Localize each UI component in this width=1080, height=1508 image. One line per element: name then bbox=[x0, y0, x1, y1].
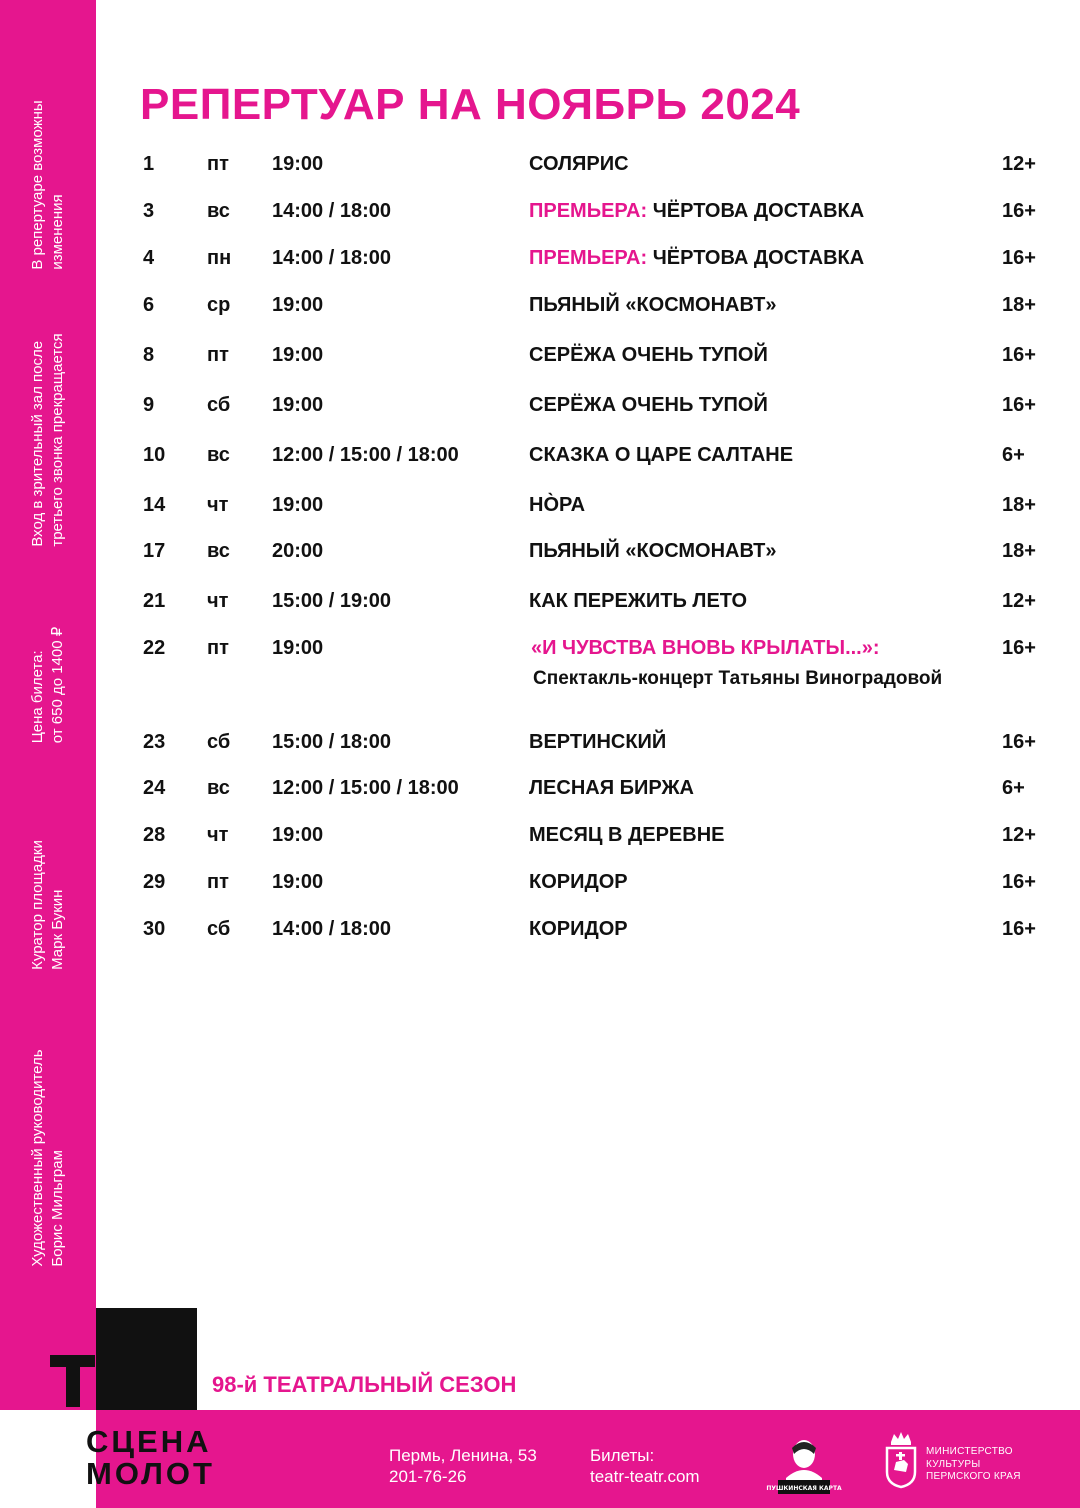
row-title: КОРИДОР bbox=[529, 871, 628, 893]
row-weekday: ср bbox=[207, 294, 231, 316]
premiere-label: ПРЕМЬЕРА: bbox=[529, 200, 648, 222]
row-time: 19:00 bbox=[272, 153, 324, 175]
row-weekday: чт bbox=[207, 590, 229, 612]
sidebar-note-curator: Куратор площадки Марк Букин bbox=[29, 840, 66, 970]
schedule-row bbox=[0, 731, 1080, 761]
row-age-rating: 18+ bbox=[1002, 294, 1036, 316]
brand-name-line1: СЦЕНА bbox=[86, 1424, 212, 1459]
schedule-row bbox=[0, 824, 1080, 854]
tickets-info: Билеты: teatr-teatr.com bbox=[590, 1446, 700, 1486]
page-title: РЕПЕРТУАР НА НОЯБРЬ 2024 bbox=[140, 80, 801, 129]
row-day: 9 bbox=[143, 394, 155, 416]
row-time: 14:00 / 18:00 bbox=[272, 200, 391, 222]
row-weekday: сб bbox=[207, 918, 231, 940]
row-day: 30 bbox=[143, 918, 166, 940]
row-title: НО̀РА bbox=[529, 494, 586, 516]
row-age-rating: 16+ bbox=[1002, 871, 1036, 893]
pushkin-card-text: ПУШКИНСКАЯ КАРТА bbox=[766, 1485, 842, 1492]
row-age-rating: 12+ bbox=[1002, 590, 1036, 612]
row-title: ПЬЯНЫЙ «КОСМОНАВТ» bbox=[529, 294, 777, 316]
row-day: 22 bbox=[143, 637, 166, 659]
schedule-row bbox=[0, 200, 1080, 230]
row-weekday: чт bbox=[207, 494, 229, 516]
row-title: СЕРЁЖА ОЧЕНЬ ТУПОЙ bbox=[529, 344, 768, 366]
schedule-row bbox=[0, 247, 1080, 277]
perm-coat-of-arms-icon bbox=[884, 1430, 918, 1488]
row-time: 19:00 bbox=[272, 394, 324, 416]
row-age-rating: 16+ bbox=[1002, 731, 1036, 753]
row-weekday: пт bbox=[207, 871, 229, 893]
row-weekday: вс bbox=[207, 444, 230, 466]
schedule-row bbox=[0, 871, 1080, 901]
row-subtitle: Спектакль-концерт Татьяны Виноградовой bbox=[533, 668, 943, 689]
row-weekday: пт bbox=[207, 637, 229, 659]
row-time: 15:00 / 18:00 bbox=[272, 731, 391, 753]
schedule-row bbox=[0, 540, 1080, 570]
row-day: 17 bbox=[143, 540, 166, 562]
row-time: 19:00 bbox=[272, 294, 324, 316]
row-weekday: вс bbox=[207, 777, 230, 799]
ministry-text: МИНИСТЕРСТВО КУЛЬТУРЫ ПЕРМСКОГО КРАЯ bbox=[926, 1446, 1021, 1482]
row-day: 1 bbox=[143, 153, 155, 175]
row-title: МЕСЯЦ В ДЕРЕВНЕ bbox=[529, 824, 725, 846]
row-time: 14:00 / 18:00 bbox=[272, 247, 391, 269]
schedule-row bbox=[0, 344, 1080, 374]
row-weekday: сб bbox=[207, 394, 231, 416]
season-label: 98-й ТЕАТРАЛЬНЫЙ СЕЗОН bbox=[212, 1372, 517, 1397]
row-title: СКАЗКА О ЦАРЕ САЛТАНЕ bbox=[529, 444, 794, 466]
row-age-rating: 16+ bbox=[1002, 918, 1036, 940]
row-weekday: чт bbox=[207, 824, 229, 846]
row-age-rating: 16+ bbox=[1002, 344, 1036, 366]
row-title: ВЕРТИНСКИЙ bbox=[529, 731, 667, 753]
row-title: ПЬЯНЫЙ «КОСМОНАВТ» bbox=[529, 540, 777, 562]
sidebar-note-price: Цена билета: от 650 до 1400 ₽ bbox=[29, 626, 66, 744]
row-age-rating: 12+ bbox=[1002, 824, 1036, 846]
row-age-rating: 18+ bbox=[1002, 494, 1036, 516]
sidebar-note-changes: В репертуаре возможны изменения bbox=[29, 100, 66, 270]
row-weekday: сб bbox=[207, 731, 231, 753]
row-title: ПРЕМЬЕРА: ЧЁРТОВА ДОСТАВКА bbox=[529, 200, 865, 222]
row-day: 29 bbox=[143, 871, 166, 893]
schedule-row bbox=[0, 294, 1080, 324]
row-age-rating: 16+ bbox=[1002, 394, 1036, 416]
row-day: 10 bbox=[143, 444, 166, 466]
row-time: 19:00 bbox=[272, 637, 324, 659]
row-day: 28 bbox=[143, 824, 166, 846]
row-title: СЕРЁЖА ОЧЕНЬ ТУПОЙ bbox=[529, 394, 768, 416]
row-age-rating: 18+ bbox=[1002, 540, 1036, 562]
row-weekday: вс bbox=[207, 200, 230, 222]
row-day: 6 bbox=[143, 294, 155, 316]
schedule-row bbox=[0, 153, 1080, 183]
row-day: 21 bbox=[143, 590, 166, 612]
tickets-link[interactable]: teatr-teatr.com bbox=[590, 1467, 700, 1486]
row-day: 8 bbox=[143, 344, 155, 366]
row-time: 15:00 / 19:00 bbox=[272, 590, 391, 612]
row-day: 24 bbox=[143, 777, 166, 799]
row-title: ЛЕСНАЯ БИРЖА bbox=[529, 777, 694, 799]
row-age-rating: 16+ bbox=[1002, 200, 1036, 222]
row-time: 20:00 bbox=[272, 540, 324, 562]
sidebar-note-director: Художественный руководитель Борис Мильграм bbox=[29, 1048, 66, 1267]
schedule-row bbox=[0, 494, 1080, 524]
row-title: КОРИДОР bbox=[529, 918, 628, 940]
row-day: 3 bbox=[143, 200, 155, 222]
row-age-rating: 6+ bbox=[1002, 777, 1025, 799]
schedule-row bbox=[0, 394, 1080, 424]
row-title: СОЛЯРИС bbox=[529, 153, 629, 175]
row-time: 12:00 / 15:00 / 18:00 bbox=[272, 444, 459, 466]
row-time: 19:00 bbox=[272, 871, 324, 893]
schedule-row bbox=[0, 637, 1080, 667]
schedule-row bbox=[0, 590, 1080, 620]
row-day: 4 bbox=[143, 247, 155, 269]
row-day: 23 bbox=[143, 731, 166, 753]
schedule-row bbox=[0, 444, 1080, 474]
address: Пермь, Ленина, 53 201-76-26 bbox=[389, 1446, 537, 1486]
row-age-rating: 16+ bbox=[1002, 247, 1036, 269]
row-weekday: пт bbox=[207, 153, 229, 175]
row-age-rating: 12+ bbox=[1002, 153, 1036, 175]
row-time: 19:00 bbox=[272, 344, 324, 366]
row-time: 19:00 bbox=[272, 824, 324, 846]
brand-name-line2: МОЛОТ bbox=[86, 1456, 215, 1491]
schedule-row bbox=[0, 777, 1080, 807]
row-title: КАК ПЕРЕЖИТЬ ЛЕТО bbox=[529, 590, 748, 612]
row-time: 14:00 / 18:00 bbox=[272, 918, 391, 940]
premiere-label: ПРЕМЬЕРА: bbox=[529, 247, 648, 269]
row-weekday: пт bbox=[207, 344, 229, 366]
row-weekday: вс bbox=[207, 540, 230, 562]
row-day: 14 bbox=[143, 494, 166, 516]
row-weekday: пн bbox=[207, 247, 232, 269]
row-title: ПРЕМЬЕРА: ЧЁРТОВА ДОСТАВКА bbox=[529, 247, 865, 269]
row-time: 19:00 bbox=[272, 494, 324, 516]
pushkin-card-icon bbox=[766, 1436, 842, 1494]
schedule-row bbox=[0, 918, 1080, 948]
row-title: «И ЧУВСТВА ВНОВЬ КРЫЛАТЫ...»: bbox=[531, 637, 880, 659]
row-age-rating: 6+ bbox=[1002, 444, 1025, 466]
row-age-rating: 16+ bbox=[1002, 637, 1036, 659]
sidebar-note-entry: Вход в зрительный зал после третьего звонка прекращается bbox=[29, 333, 66, 547]
row-time: 12:00 / 15:00 / 18:00 bbox=[272, 777, 459, 799]
